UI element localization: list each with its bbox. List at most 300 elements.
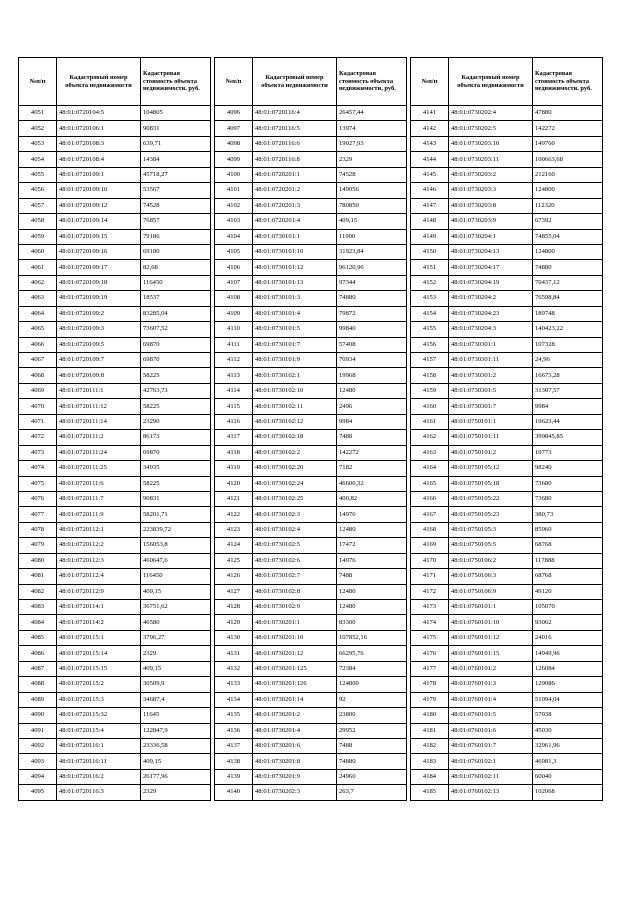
row-number: 4176 [411,646,449,661]
cadastral-number: 48:01:0730201:4 [253,723,337,738]
cadastral-number: 48:01:0720112:9 [57,584,141,599]
table-row [411,430,603,445]
cadastral-cost: 90831 [141,491,211,506]
cadastral-cost: 11900 [337,229,407,244]
cadastral-cost: 149760 [533,136,603,151]
cadastral-cost: 142272 [533,121,603,136]
register-columns [18,57,622,817]
row-number: 4066 [19,337,57,352]
cadastral-number: 48:01:0720111:6 [57,476,141,491]
table-row [411,630,603,645]
cadastral-number: 48:01:0730101:5 [253,322,337,337]
table-row [215,553,407,568]
cadastral-number: 48:01:0750105:5 [449,538,533,553]
cadastral-number: 48:01:0730201:2 [253,708,337,723]
table-row [215,260,407,275]
cadastral-cost: 23800 [337,708,407,723]
cadastral-cost: 45030 [533,723,603,738]
cadastral-number: 48:01:0730102:11 [253,399,337,414]
table-row [411,569,603,584]
cadastral-number: 48:01:0730203:2 [449,167,533,182]
table-row [19,244,211,259]
row-number: 4129 [215,615,253,630]
cadastral-number: 48:01:0730102:10 [253,383,337,398]
cadastral-number: 48:01:0730204:13 [449,244,533,259]
cadastral-number: 48:01:0730204:23 [449,306,533,321]
cadastral-cost: 12480 [337,522,407,537]
cadastral-number: 48:01:0730102:6 [253,553,337,568]
cadastral-number: 48:01:0720116:2 [57,769,141,784]
cadastral-cost: 23336,58 [141,738,211,753]
table-row [19,183,211,198]
table-row [19,368,211,383]
cadastral-number: 48:01:0730201:6 [253,738,337,753]
cadastral-number: 48:01:0760101:10 [449,615,533,630]
cadastral-cost: 51094,04 [533,692,603,707]
row-number: 4126 [215,569,253,584]
row-number: 4180 [411,708,449,723]
table-row [215,291,407,306]
cadastral-number: 48:01:0730201:12 [253,646,337,661]
table-row [215,723,407,738]
row-number: 4051 [19,106,57,121]
cadastral-number: 48:01:0720116:6 [253,136,337,151]
cadastral-number: 48:01:0760101:12 [449,630,533,645]
cadastral-number: 48:01:0720109:5 [57,337,141,352]
table-row [19,538,211,553]
cadastral-cost: 46580 [141,615,211,630]
table-row [19,260,211,275]
cadastral-number: 48:01:0760102:11 [449,769,533,784]
row-number: 4076 [19,491,57,506]
cadastral-cost: 57408 [337,337,407,352]
cadastral-number: 48:01:0750105:12 [449,461,533,476]
row-number: 4169 [411,538,449,553]
cadastral-number: 48:01:0730301:5 [449,383,533,398]
cadastral-number: 48:01:0720108:3 [57,136,141,151]
register-table-3 [410,57,603,801]
cadastral-cost: 69870 [141,353,211,368]
row-number: 4074 [19,461,57,476]
table-row [19,507,211,522]
row-number: 4159 [411,383,449,398]
cadastral-cost: 409,15 [141,584,211,599]
table-row [411,723,603,738]
column-header-cadastral-number: Кадастровый номер объекта недвижимости [253,58,337,106]
row-number: 4096 [215,106,253,121]
table-row [19,785,211,800]
table-row [215,136,407,151]
table-row [411,337,603,352]
table-row [19,399,211,414]
cadastral-number: 48:01:0730201:9 [253,769,337,784]
row-number: 4185 [411,785,449,800]
row-number: 4155 [411,322,449,337]
cadastral-cost: 409,15 [337,214,407,229]
cadastral-cost: 223839,72 [141,522,211,537]
cadastral-cost: 14976 [337,507,407,522]
cadastral-number: 48:01:0760101:7 [449,738,533,753]
cadastral-cost: 399845,85 [533,430,603,445]
row-number: 4059 [19,229,57,244]
table-row [19,692,211,707]
table-row [19,476,211,491]
cadastral-number: 48:01:0720115:4 [57,723,141,738]
cadastral-cost: 72384 [337,661,407,676]
table-row [19,677,211,692]
cadastral-cost: 2496 [337,399,407,414]
cadastral-number: 48:01:0730301:1 [449,337,533,352]
cadastral-cost: 13974 [337,121,407,136]
row-number: 4157 [411,353,449,368]
cadastral-number: 48:01:0720112:2 [57,538,141,553]
row-number: 4154 [411,306,449,321]
cadastral-cost: 34935 [141,461,211,476]
row-number: 4140 [215,785,253,800]
row-number: 4177 [411,661,449,676]
row-number: 4053 [19,136,57,151]
cadastral-number: 48:01:0760101:2 [449,661,533,676]
row-number: 4121 [215,491,253,506]
cadastral-cost: 116450 [141,275,211,290]
cadastral-cost: 126084 [533,661,603,676]
cadastral-number: 48:01:0730301:2 [449,368,533,383]
cadastral-cost: 79186 [141,229,211,244]
table-row [19,291,211,306]
cadastral-cost: 69870 [141,445,211,460]
row-number: 4116 [215,414,253,429]
cadastral-cost: 24960 [337,769,407,784]
cadastral-number: 48:01:0720116:8 [253,152,337,167]
table-row [19,569,211,584]
row-number: 4084 [19,615,57,630]
row-number: 4058 [19,214,57,229]
cadastral-number: 48:01:0730203:9 [449,214,533,229]
row-number: 4089 [19,692,57,707]
cadastral-number: 48:01:0720114:1 [57,600,141,615]
cadastral-number: 48:01:0760101:1 [449,600,533,615]
row-number: 4072 [19,430,57,445]
row-number: 4064 [19,306,57,321]
cadastral-number: 48:01:0720115:1 [57,630,141,645]
table-row [411,661,603,676]
table-row [215,337,407,352]
row-number: 4077 [19,507,57,522]
row-number: 4173 [411,600,449,615]
row-number: 4083 [19,600,57,615]
cadastral-cost: 12480 [337,600,407,615]
cadastral-number: 48:01:0720109:3 [57,322,141,337]
row-number: 4060 [19,244,57,259]
cadastral-cost: 68768 [533,538,603,553]
table-row [411,414,603,429]
cadastral-cost: 116450 [141,569,211,584]
row-number: 4174 [411,615,449,630]
cadastral-number: 48:01:0720109:14 [57,214,141,229]
cadastral-cost: 19773 [533,445,603,460]
row-number: 4091 [19,723,57,738]
cadastral-number: 48:01:0730101:10 [253,244,337,259]
table-row [215,244,407,259]
cadastral-number: 48:01:0730203:11 [449,152,533,167]
cadastral-cost: 76857 [141,214,211,229]
cadastral-cost: 49120 [533,584,603,599]
cadastral-cost: 58201,71 [141,507,211,522]
cadastral-cost: 380,73 [533,507,603,522]
cadastral-number: 48:01:0730102:2 [253,445,337,460]
cadastral-number: 48:01:0720112:3 [57,553,141,568]
cadastral-cost: 96120,96 [337,260,407,275]
row-number: 4079 [19,538,57,553]
table-row [215,476,407,491]
row-number: 4128 [215,600,253,615]
cadastral-cost: 24016 [533,630,603,645]
cadastral-number: 48:01:0720109:12 [57,198,141,213]
cadastral-cost: 409,15 [141,754,211,769]
column-header-cadastral-cost: Кадастровая стоимость объекта недвижимости, руб. [533,58,603,106]
table-row [411,291,603,306]
table-row [411,553,603,568]
cadastral-number: 48:01:0720111:24 [57,445,141,460]
cadastral-cost: 46981,3 [533,754,603,769]
table-row [215,183,407,198]
row-number: 4093 [19,754,57,769]
cadastral-cost: 18537 [141,291,211,306]
row-number: 4164 [411,461,449,476]
table-row [19,723,211,738]
cadastral-number: 48:01:0750105:23 [449,507,533,522]
header-row [19,58,211,106]
table-row [411,615,603,630]
table-row [215,708,407,723]
cadastral-cost: 104805 [141,106,211,121]
cadastral-number: 48:01:0720109:16 [57,244,141,259]
cadastral-cost: 53567 [141,183,211,198]
cadastral-number: 48:01:0720109:2 [57,306,141,321]
row-number: 4170 [411,553,449,568]
table-row [411,198,603,213]
cadastral-cost: 74880 [337,754,407,769]
row-number: 4057 [19,198,57,213]
table-row [411,106,603,121]
cadastral-cost: 34687,4 [141,692,211,707]
table-row [411,708,603,723]
table-row [215,692,407,707]
row-number: 4131 [215,646,253,661]
row-number: 4118 [215,445,253,460]
cadastral-cost: 26177,96 [141,769,211,784]
cadastral-number: 48:01:0730201:125 [253,661,337,676]
cadastral-number: 48:01:0730102:1 [253,368,337,383]
row-number: 4106 [215,260,253,275]
table-row [215,214,407,229]
row-number: 4163 [411,445,449,460]
cadastral-number: 48:01:0750101:2 [449,445,533,460]
row-number: 4130 [215,630,253,645]
cadastral-cost: 76598,84 [533,291,603,306]
table-row [215,615,407,630]
row-number: 4052 [19,121,57,136]
cadastral-cost: 2329 [337,152,407,167]
table-row [215,646,407,661]
cadastral-cost: 14949,96 [533,646,603,661]
cadastral-cost: 460647,6 [141,553,211,568]
table-row [19,414,211,429]
cadastral-number: 48:01:0730202:4 [449,106,533,121]
table-row [215,569,407,584]
row-number: 4095 [19,785,57,800]
cadastral-cost: 74528 [337,167,407,182]
row-number: 4162 [411,430,449,445]
cadastral-number: 48:01:0720106:1 [57,121,141,136]
table-row [215,600,407,615]
row-number: 4107 [215,275,253,290]
table-row [411,399,603,414]
table-row [411,445,603,460]
cadastral-cost: 639,71 [141,136,211,151]
cadastral-number: 48:01:0720111:9 [57,507,141,522]
table-row [411,476,603,491]
table-row [215,198,407,213]
table-row [19,152,211,167]
table-row [19,121,211,136]
table-row [19,754,211,769]
cadastral-cost: 79872 [337,306,407,321]
cadastral-number: 48:01:0730202:3 [253,785,337,800]
row-number: 4056 [19,183,57,198]
register-table-1 [18,57,211,801]
cadastral-cost: 780850 [337,198,407,213]
cadastral-number: 48:01:0720109:18 [57,275,141,290]
cadastral-cost: 74880 [337,291,407,306]
cadastral-cost: 83285,04 [141,306,211,321]
cadastral-number: 48:01:0720115:15 [57,661,141,676]
cadastral-cost: 112320 [533,198,603,213]
cadastral-number: 48:01:0730101:7 [253,337,337,352]
cadastral-cost: 19968 [337,368,407,383]
row-number: 4142 [411,121,449,136]
table-row [19,646,211,661]
table-row [19,522,211,537]
table-row [215,785,407,800]
table-row [215,445,407,460]
table-row [411,260,603,275]
row-number: 4088 [19,677,57,692]
row-number: 4078 [19,522,57,537]
table-row [411,152,603,167]
table-row [19,708,211,723]
cadastral-number: 48:01:0720109:7 [57,353,141,368]
cadastral-number: 48:01:0730204:3 [449,322,533,337]
cadastral-cost: 36751,62 [141,600,211,615]
table-row [19,661,211,676]
cadastral-cost: 58225 [141,399,211,414]
cadastral-number: 48:01:0720116:3 [57,785,141,800]
table-row [411,584,603,599]
cadastral-cost: 30509,9 [141,677,211,692]
row-number: 4120 [215,476,253,491]
cadastral-number: 48:01:0720115:2 [57,677,141,692]
cadastral-cost: 12480 [337,383,407,398]
row-number: 4054 [19,152,57,167]
table-row [215,275,407,290]
cadastral-cost: 29952 [337,723,407,738]
row-number: 4122 [215,507,253,522]
row-number: 4153 [411,291,449,306]
cadastral-number: 48:01:0730102:3 [253,507,337,522]
row-number: 4090 [19,708,57,723]
cadastral-number: 48:01:0720111:14 [57,414,141,429]
cadastral-number: 48:01:0720112:4 [57,569,141,584]
table-row [19,430,211,445]
cadastral-number: 48:01:0730301:11 [449,353,533,368]
cadastral-number: 48:01:0750106:3 [449,569,533,584]
cadastral-cost: 107328 [533,337,603,352]
table-row [19,553,211,568]
table-row [215,538,407,553]
table-row [411,646,603,661]
table-row [215,584,407,599]
row-number: 4099 [215,152,253,167]
row-number: 4156 [411,337,449,352]
cadastral-number: 48:01:0720201:3 [253,198,337,213]
table-row [215,306,407,321]
cadastral-cost: 74880 [533,260,603,275]
row-number: 4149 [411,229,449,244]
cadastral-number: 48:01:0720115:32 [57,708,141,723]
table-row [19,306,211,321]
table-row [19,353,211,368]
cadastral-cost: 83300 [337,615,407,630]
row-number: 4071 [19,414,57,429]
row-number: 4168 [411,522,449,537]
row-number: 4119 [215,461,253,476]
cadastral-cost: 105070 [533,600,603,615]
table-row [19,383,211,398]
cadastral-number: 48:01:0730201:10 [253,630,337,645]
cadastral-cost: 31307,57 [533,383,603,398]
table-row [411,244,603,259]
row-number: 4075 [19,476,57,491]
table-row [19,322,211,337]
cadastral-cost: 73680 [533,491,603,506]
row-number: 4068 [19,368,57,383]
row-number: 4145 [411,167,449,182]
row-number: 4135 [215,708,253,723]
table-row [411,121,603,136]
table-row [411,322,603,337]
cadastral-number: 48:01:0730101:1 [253,229,337,244]
cadastral-number: 48:01:0720201:1 [253,167,337,182]
cadastral-number: 48:01:0720111:25 [57,461,141,476]
header-row [411,58,603,106]
column-header-number: №п/п [215,58,253,106]
row-number: 4103 [215,214,253,229]
row-number: 4094 [19,769,57,784]
cadastral-number: 48:01:0720201:2 [253,183,337,198]
row-number: 4098 [215,136,253,151]
table-row [411,769,603,784]
table-row [19,461,211,476]
cadastral-number: 48:01:0730201:1 [253,615,337,630]
row-number: 4081 [19,569,57,584]
row-number: 4067 [19,353,57,368]
row-number: 4104 [215,229,253,244]
column-header-cadastral-cost: Кадастровая стоимость объекта недвижимости, руб. [141,58,211,106]
row-number: 4112 [215,353,253,368]
cadastral-number: 48:01:0760101:15 [449,646,533,661]
table-row [411,507,603,522]
